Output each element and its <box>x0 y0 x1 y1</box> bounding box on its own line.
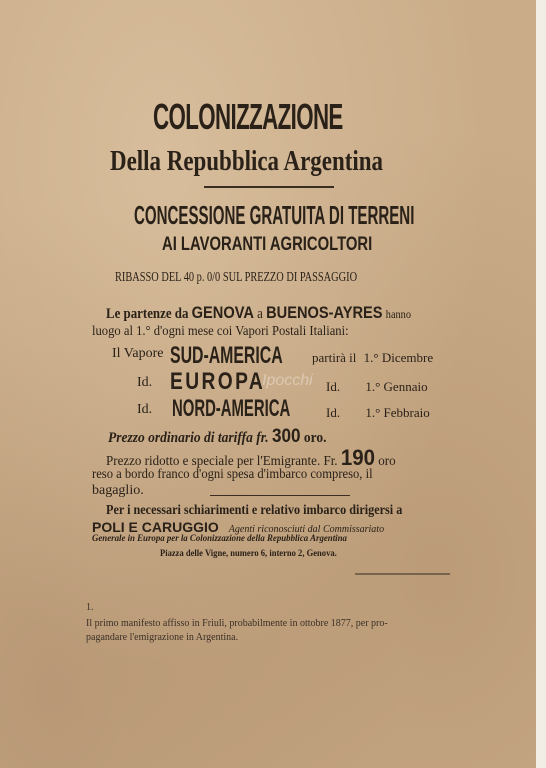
reduced-price-label: Prezzo ridotto e speciale per l'Emigrante. Fr. <box>106 454 338 469</box>
info-line-3: Generale in Europa per la Colonizzazione della Repubblica Argentina <box>92 534 347 544</box>
ship-row <box>137 402 152 418</box>
ship-prefix: Id. <box>137 375 153 390</box>
watermark-text: Ipocchi <box>262 372 313 389</box>
poster-subtitle: Della Repubblica Argentina <box>110 146 383 177</box>
ordinary-price-unit: oro. <box>303 430 327 446</box>
ordinary-price-value: 300 <box>272 426 301 447</box>
divider-rule <box>204 186 334 188</box>
ship-prefix: Id. <box>137 402 153 417</box>
ship-verb: Id. <box>326 405 341 420</box>
info-line-1: Per i necessari schiarimenti e relativo imbarco dirigersi a <box>106 503 403 518</box>
heading-workers: AI LAVORANTI AGRICOLTORI <box>162 234 373 255</box>
footnote-number: 1. <box>86 602 94 613</box>
departures-to-label: a <box>257 306 263 322</box>
reduced-price-unit: oro <box>378 454 396 469</box>
departures-have-label: hanno <box>385 307 412 321</box>
discount-line: RIBASSO DEL 40 p. 0/0 SUL PREZZO DI PASSAGGIO <box>115 270 358 285</box>
ship-verb: partirà il <box>312 350 357 365</box>
departures-line-2: luogo al 1.° d'ogni mese coi Vapori Postali Italiani: <box>92 324 349 339</box>
poster-title: COLONIZZAZIONE <box>153 96 343 137</box>
ship-row <box>137 375 152 391</box>
ship-row <box>112 346 163 362</box>
page-edge <box>536 0 546 768</box>
ship-name: EUROPA <box>170 368 266 395</box>
footnote-line-2: pagandare l'emigrazione in Argentina. <box>86 632 239 643</box>
ship-prefix: Il Vapore <box>112 346 164 361</box>
heading-concession: CONCESSIONE GRATUITA DI TERRENI <box>134 200 415 230</box>
ship-date: 1.° Gennaio <box>365 379 428 394</box>
ship-departure <box>312 350 433 366</box>
ship-departure <box>326 379 428 395</box>
agent-description: Agenti riconosciuti dal Commissariato <box>228 524 385 535</box>
ordinary-price-label: Prezzo ordinario di tariffa fr. <box>108 430 269 446</box>
reduced-price-line-2: reso a bordo franco d'ogni spesa d'imbarco compreso, il <box>92 467 373 482</box>
destination-port: BUENOS-AYRES <box>266 303 383 322</box>
agent-name: POLI E CARUGGIO <box>92 519 219 535</box>
info-address: Piazza delle Vigne, numero 6, interno 2, Genova. <box>160 549 337 559</box>
ship-date: 1.° Febbraio <box>365 405 430 420</box>
departures-line-1 <box>106 303 411 323</box>
divider-rule <box>210 495 350 496</box>
departures-from-label: Le partenze da <box>106 306 189 322</box>
print-smudge <box>355 573 450 575</box>
ship-name: NORD-AMERICA <box>172 395 291 422</box>
origin-port: GENOVA <box>191 303 254 322</box>
footnote-line-1: Il primo manifesto affisso in Friuli, probabilmente in ottobre 1877, per pro- <box>86 618 388 629</box>
ship-departure <box>326 405 430 421</box>
ship-date: 1.° Dicembre <box>363 350 434 365</box>
reduced-price-value: 190 <box>340 445 375 470</box>
ship-name: SUD-AMERICA <box>170 342 283 369</box>
reduced-price-line-3: bagaglio. <box>92 483 144 498</box>
ship-verb: Id. <box>326 379 341 394</box>
